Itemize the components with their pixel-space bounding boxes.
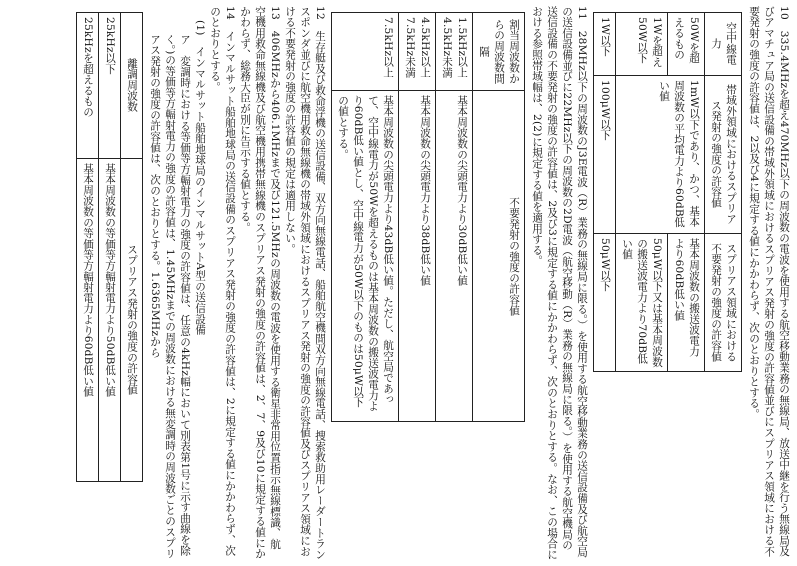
table-cell: 基本周波数の等価等方輻射電力より60dB低い値 xyxy=(77,158,99,481)
table-cell: 基本周波数の尖頭電力より30dB低い値 xyxy=(436,91,473,422)
table-row xyxy=(77,13,99,482)
table-header-row xyxy=(473,13,525,422)
paragraph-number: 10 xyxy=(778,6,790,20)
table-cell: 4.5kHz以上7.5kHz未満 xyxy=(399,13,436,91)
table-cell: 基本周波数の搬送波電力より60dB低い値 xyxy=(668,233,705,371)
paragraph-text: 生存艇及び救命浮機の送信設備、双方向無線電話、船舶航空機間双方向無線電話、捜索救助用レーダートランスポンダ並びに航空機用救命無線機の帯域外領域におけるスプリアス発射の強度の許容値及びスプリアス領域における不要発射の強度の許容値の規定は適用しない。 xyxy=(284,6,326,560)
table-header-row xyxy=(705,13,742,372)
table-cell: 25kHz以下 xyxy=(99,13,121,159)
paragraph-text: インマルサット船舶地球局の送信設備のスプリアス発射の強度の許容値は、2に規定する値にかかわらず、次のとおりとする。 xyxy=(209,6,236,557)
table-cell: 100μW以下 xyxy=(594,75,616,233)
table-cell: 50μW以下 xyxy=(594,233,616,371)
paragraph-text: 406MHzから406.1MHzまで及び121.5MHzの周波数の電波を使用する衛星非常用位置指示無線標識、航空機用救命無線機及び航空機用携帯無線機のスプリアス発射の強度の許容値は、2、7、9及び10に規定する値にかかわらず、総務大臣が別に告示する値とする。 xyxy=(239,6,281,560)
paragraph-number: (1) xyxy=(194,20,206,36)
paragraph-13 xyxy=(237,6,282,560)
paragraph-14 xyxy=(207,6,237,560)
paragraph-text: 変調時における等価等方輻射電力の強度の許容値は、任意の4kHz幅において別表第1号に示す曲線を除く。)の等価等方輻射電力の強度の許容値は、1.45MHzまでの周波数における無変調時の周波数ごとのスプリアス発射の強度の許容値は、次のとおりとする。1.6365MHzから xyxy=(149,34,191,559)
table-cell: 25kHzを超えるもの xyxy=(77,13,99,159)
table-cell: 50μW以下又は基本周波数の搬送波電力より70dB低い値 xyxy=(616,233,668,371)
vertical-text-body xyxy=(6,6,791,560)
paragraph-14-1 xyxy=(192,20,207,560)
table-row xyxy=(399,13,436,422)
table-cell: 7.5kHz以上 xyxy=(332,13,399,91)
spurious-limits-table-3 xyxy=(76,12,143,482)
paragraph-text: 335.4MHzを超え470MHz以下の周波数の電波を使用する航空移動業務の無線局、放送中継を行う無線局及びアマチュア局の送信設備の帯域外領域におけるスプリアス発射の強度の許容値並びにスプリアス領域における不要発射の強度の許容値は、2以及び4に規定する値にかかわらず、次のとおりとする。 xyxy=(748,6,790,557)
table-row xyxy=(594,13,616,372)
table-cell: 1Wを超え50W以下 xyxy=(616,13,668,76)
table-cell: 1mW以下であり、かつ、基本周波数の平均電力より60dB低い値 xyxy=(616,75,705,233)
paragraph-12 xyxy=(282,6,327,560)
spurious-limits-table-1 xyxy=(593,12,742,372)
table-cell: 1W以下 xyxy=(594,13,616,76)
paragraph-text: 28MHz以下の周波数のJ3E電波（R）業務の無線局に限る。）を使用する航空移動業務の送信設備及び航空局の送信設備並びに22MHz以下の周波数の2D電波（航空移動（R）業務の無線局に限る。）を使用する航空機局の送信設備の不要発射の強度の許容値は、2及び3に規定する値にかかわらず、次のとおりとする。なお、この場合における参照帯域幅は、2(2)に規定する値を適用する。 xyxy=(531,6,588,560)
table-cell: 50Wを超えるもの xyxy=(668,13,705,76)
table-cell: 基本周波数の等価等方輻射電力より50dB低い値 xyxy=(99,158,121,481)
table-header-cell: 帯域外領域におけるスプリアス発射の強度の許容値 xyxy=(705,75,742,233)
spurious-limits-table-2 xyxy=(331,12,525,422)
table-cell: 1.5kHz以上4.5kHz未満 xyxy=(436,13,473,91)
table-header-cell: 割当周波数からの周波数間隔 xyxy=(473,13,525,91)
table-row xyxy=(99,13,121,482)
table-row xyxy=(436,13,473,422)
table-header-row xyxy=(121,13,143,482)
paragraph-number: 14 xyxy=(224,6,236,20)
table-header-cell: 不要発射の強度の許容値 xyxy=(473,91,525,422)
table-cell: 基本周波数の尖頭電力より38dB低い値 xyxy=(399,91,436,422)
table-header-cell: 空中線電力 xyxy=(705,13,742,76)
paragraph-10 xyxy=(746,6,791,560)
table-row xyxy=(668,13,705,372)
table-header-cell: スプリアス領域における不要発射の強度の許容値 xyxy=(705,233,742,371)
paragraph-number: 12 xyxy=(314,6,326,20)
paragraph-number: ア xyxy=(179,34,191,45)
paragraph-11 xyxy=(529,6,589,560)
paragraph-text: インマルサット船舶地球局のインマルサットA型の送信設備 xyxy=(194,46,206,336)
paragraph-14-a xyxy=(147,34,192,560)
paragraph-number: 13 xyxy=(269,6,281,20)
table-header-cell: 離調周波数 xyxy=(121,13,143,159)
table-header-cell: スプリアス発射の強度の許容値 xyxy=(121,158,143,481)
table-row xyxy=(332,13,399,422)
paragraph-number: 11 xyxy=(576,6,588,20)
table-cell: 基本周波数の尖頭電力より43dB低い値。ただし、航空局であって、空中線電力が50Wを超えるものは基本周波数の搬送波電力より60dB低い値とし、空中線電力が50W以下のものは50μW以下の値とする。 xyxy=(332,91,399,422)
